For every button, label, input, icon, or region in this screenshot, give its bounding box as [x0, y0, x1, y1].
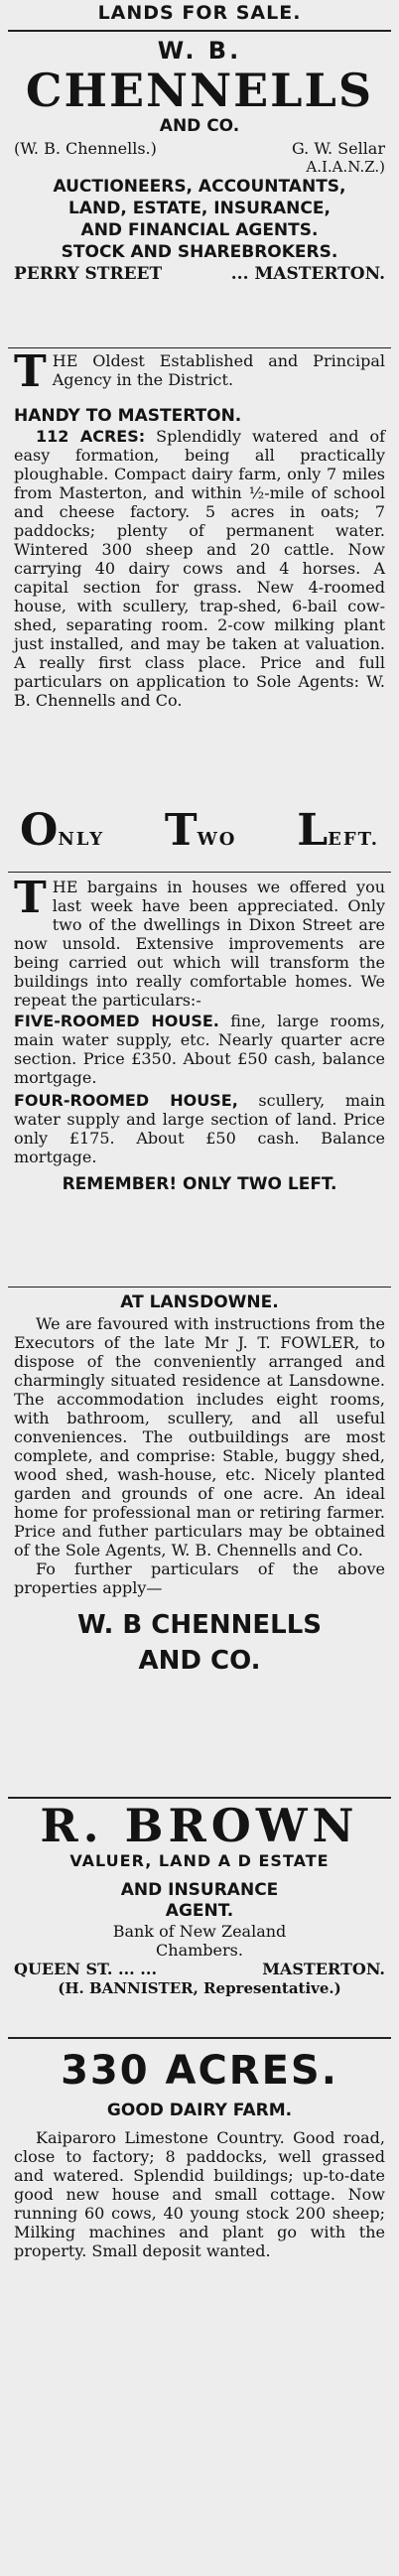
- services-line-3: AND FINANCIAL AGENTS.: [80, 220, 319, 240]
- four-room-text: scullery, main water supply and large section of land. Price only £175. About £50 cash. Balance mortgage.: [14, 1091, 386, 1166]
- only-two-left-title: [0, 804, 399, 856]
- brown-bank: Bank of New Zealand: [112, 1922, 287, 1941]
- word-two: TWO: [164, 805, 237, 856]
- address-town: ... MASTERTON.: [230, 264, 385, 284]
- rule: [8, 2037, 391, 2039]
- services-line-4: STOCK AND SHAREBROKERS.: [61, 242, 338, 262]
- services-line-1: AUCTIONEERS, ACCOUNTANTS,: [53, 177, 346, 197]
- handy-section: [0, 405, 399, 710]
- handy-lead: 112 ACRES:: [36, 427, 146, 446]
- partner-credentials: A.I.A.N.Z.): [306, 158, 385, 176]
- intro-text: HE Oldest Established and Principal Agency in the District.: [52, 351, 385, 389]
- only-two-left-banner: [0, 804, 399, 856]
- partner-right: G. W. Sellar: [291, 139, 385, 158]
- remember-line: REMEMBER! ONLY TWO LEFT.: [62, 1174, 337, 1194]
- brown-ad: [0, 1801, 399, 1998]
- acres-text: Kaiparoro Limestone Country. Good road, close to factory; 8 paddocks, well grassed and watered. Splendid buildings; up-to-date good new house and small cottage. Now running 60 cows, 40 young stock 200 sheep; Milking machines and plant go with the property. Small deposit wanted.: [14, 2128, 385, 2260]
- acres-330-section: [0, 2047, 399, 2260]
- bargains-section: [0, 873, 399, 1196]
- address-row: [0, 263, 399, 285]
- signature-andco: AND CO.: [138, 1646, 261, 1676]
- lansdowne-text: We are favoured with instructions from the Executors of the late Mr J. T. FOWLER, to dispose of the conveniently arranged and charmingly situated residence at Lansdowne. The accommodation includes eight rooms, with bathroom, scullery, and all useful conveniences. The outbuildings are most complete, and comprise: Stable, buggy shed, wood shed, wash-house, etc. Nicely planted garden and grounds of one acre. An ideal home for professional man or retiring farmer. Price and futher particulars may be obtained of the Sole Agents, W. B. Chennells and Co.: [14, 1314, 385, 1559]
- partners-row: [0, 139, 399, 158]
- lansdowne-section: [0, 1290, 399, 1679]
- acres-subheading: GOOD DAIRY FARM.: [106, 2101, 293, 2120]
- handy-heading: HANDY TO MASTERTON.: [14, 406, 242, 426]
- brown-town: MASTERTON.: [262, 1960, 385, 1978]
- drop-cap: T: [14, 873, 47, 923]
- brown-address: [0, 1960, 399, 1979]
- acres-heading: 330 ACRES.: [61, 2048, 338, 2094]
- brown-chambers: Chambers.: [156, 1941, 243, 1960]
- bargains-text: HE bargains in houses we offered you last week have been appreciated. Only two of the dwellings in Dixon Street are now unsold. Extensive improvements are being carried out which will transform the buildings into really comfortable homes. We repeat the particulars:-: [14, 878, 385, 1010]
- intro-paragraph: [0, 346, 399, 397]
- brown-representative: (H. BANNISTER, Representative.): [58, 1979, 341, 1997]
- drop-cap: T: [14, 346, 47, 397]
- brown-name: R. BROWN: [40, 1799, 359, 1852]
- chennells-andco: AND CO.: [159, 116, 240, 136]
- lansdowne-heading: AT LANSDOWNE.: [120, 1292, 279, 1312]
- chennells-name: CHENNELLS: [25, 64, 374, 117]
- brown-title: VALUER, LAND A D ESTATE: [69, 1851, 330, 1870]
- lands-for-sale-header: [0, 0, 399, 26]
- address-street: PERRY STREET: [14, 264, 163, 284]
- word-left: LEFT.: [297, 805, 379, 856]
- rule: [8, 1287, 391, 1288]
- five-room-lead: FIVE-ROOMED HOUSE.: [14, 1012, 219, 1030]
- brown-agent: AGENT.: [165, 1901, 234, 1921]
- word-only: ONLY: [20, 805, 105, 856]
- brown-street: QUEEN ST. ... ...: [14, 1960, 158, 1978]
- four-room-lead: FOUR-ROOMED HOUSE,: [14, 1091, 238, 1110]
- rule: [8, 872, 391, 873]
- handy-body: Splendidly watered and of easy formation, being all practically ploughable. Compact dairy farm, only 7 miles from Masterton, and within ½-mile of school and cheese factory. 5 acres in oats; 7 paddocks; plenty of permanent water. Wintered 300 sheep and 20 cattle. Now carrying 40 dairy cows and 4 horses. A capital section for grass. New 4-roomed house, with scullery, trap-shed, 6-bail cow-shed, separating room. 2-cow milking plant just installed, and may be taken at valuation. A really first class place. Price and full particulars on application to Sole Agents: W. B. Chennells and Co.: [14, 427, 386, 710]
- signature-chennells: W. B CHENNELLS: [76, 1610, 323, 1640]
- rule: [8, 347, 391, 348]
- further-particulars: Fo further particulars of the above properties apply—: [14, 1559, 385, 1597]
- chennells-initials: W. B.: [157, 37, 242, 65]
- rule: [8, 30, 391, 32]
- services-line-2: LAND, ESTATE, INSURANCE,: [68, 199, 331, 218]
- chennells-ad: [0, 36, 399, 285]
- five-room-text: fine, large rooms, main water supply, etc. Nearly quarter acre section. Price £350. About £50 cash, balance mortgage.: [14, 1012, 385, 1087]
- partner-left: (W. B. Chennells.): [14, 139, 157, 158]
- brown-insurance: AND INSURANCE: [120, 1880, 279, 1900]
- header-title: LANDS FOR SALE.: [97, 2, 302, 24]
